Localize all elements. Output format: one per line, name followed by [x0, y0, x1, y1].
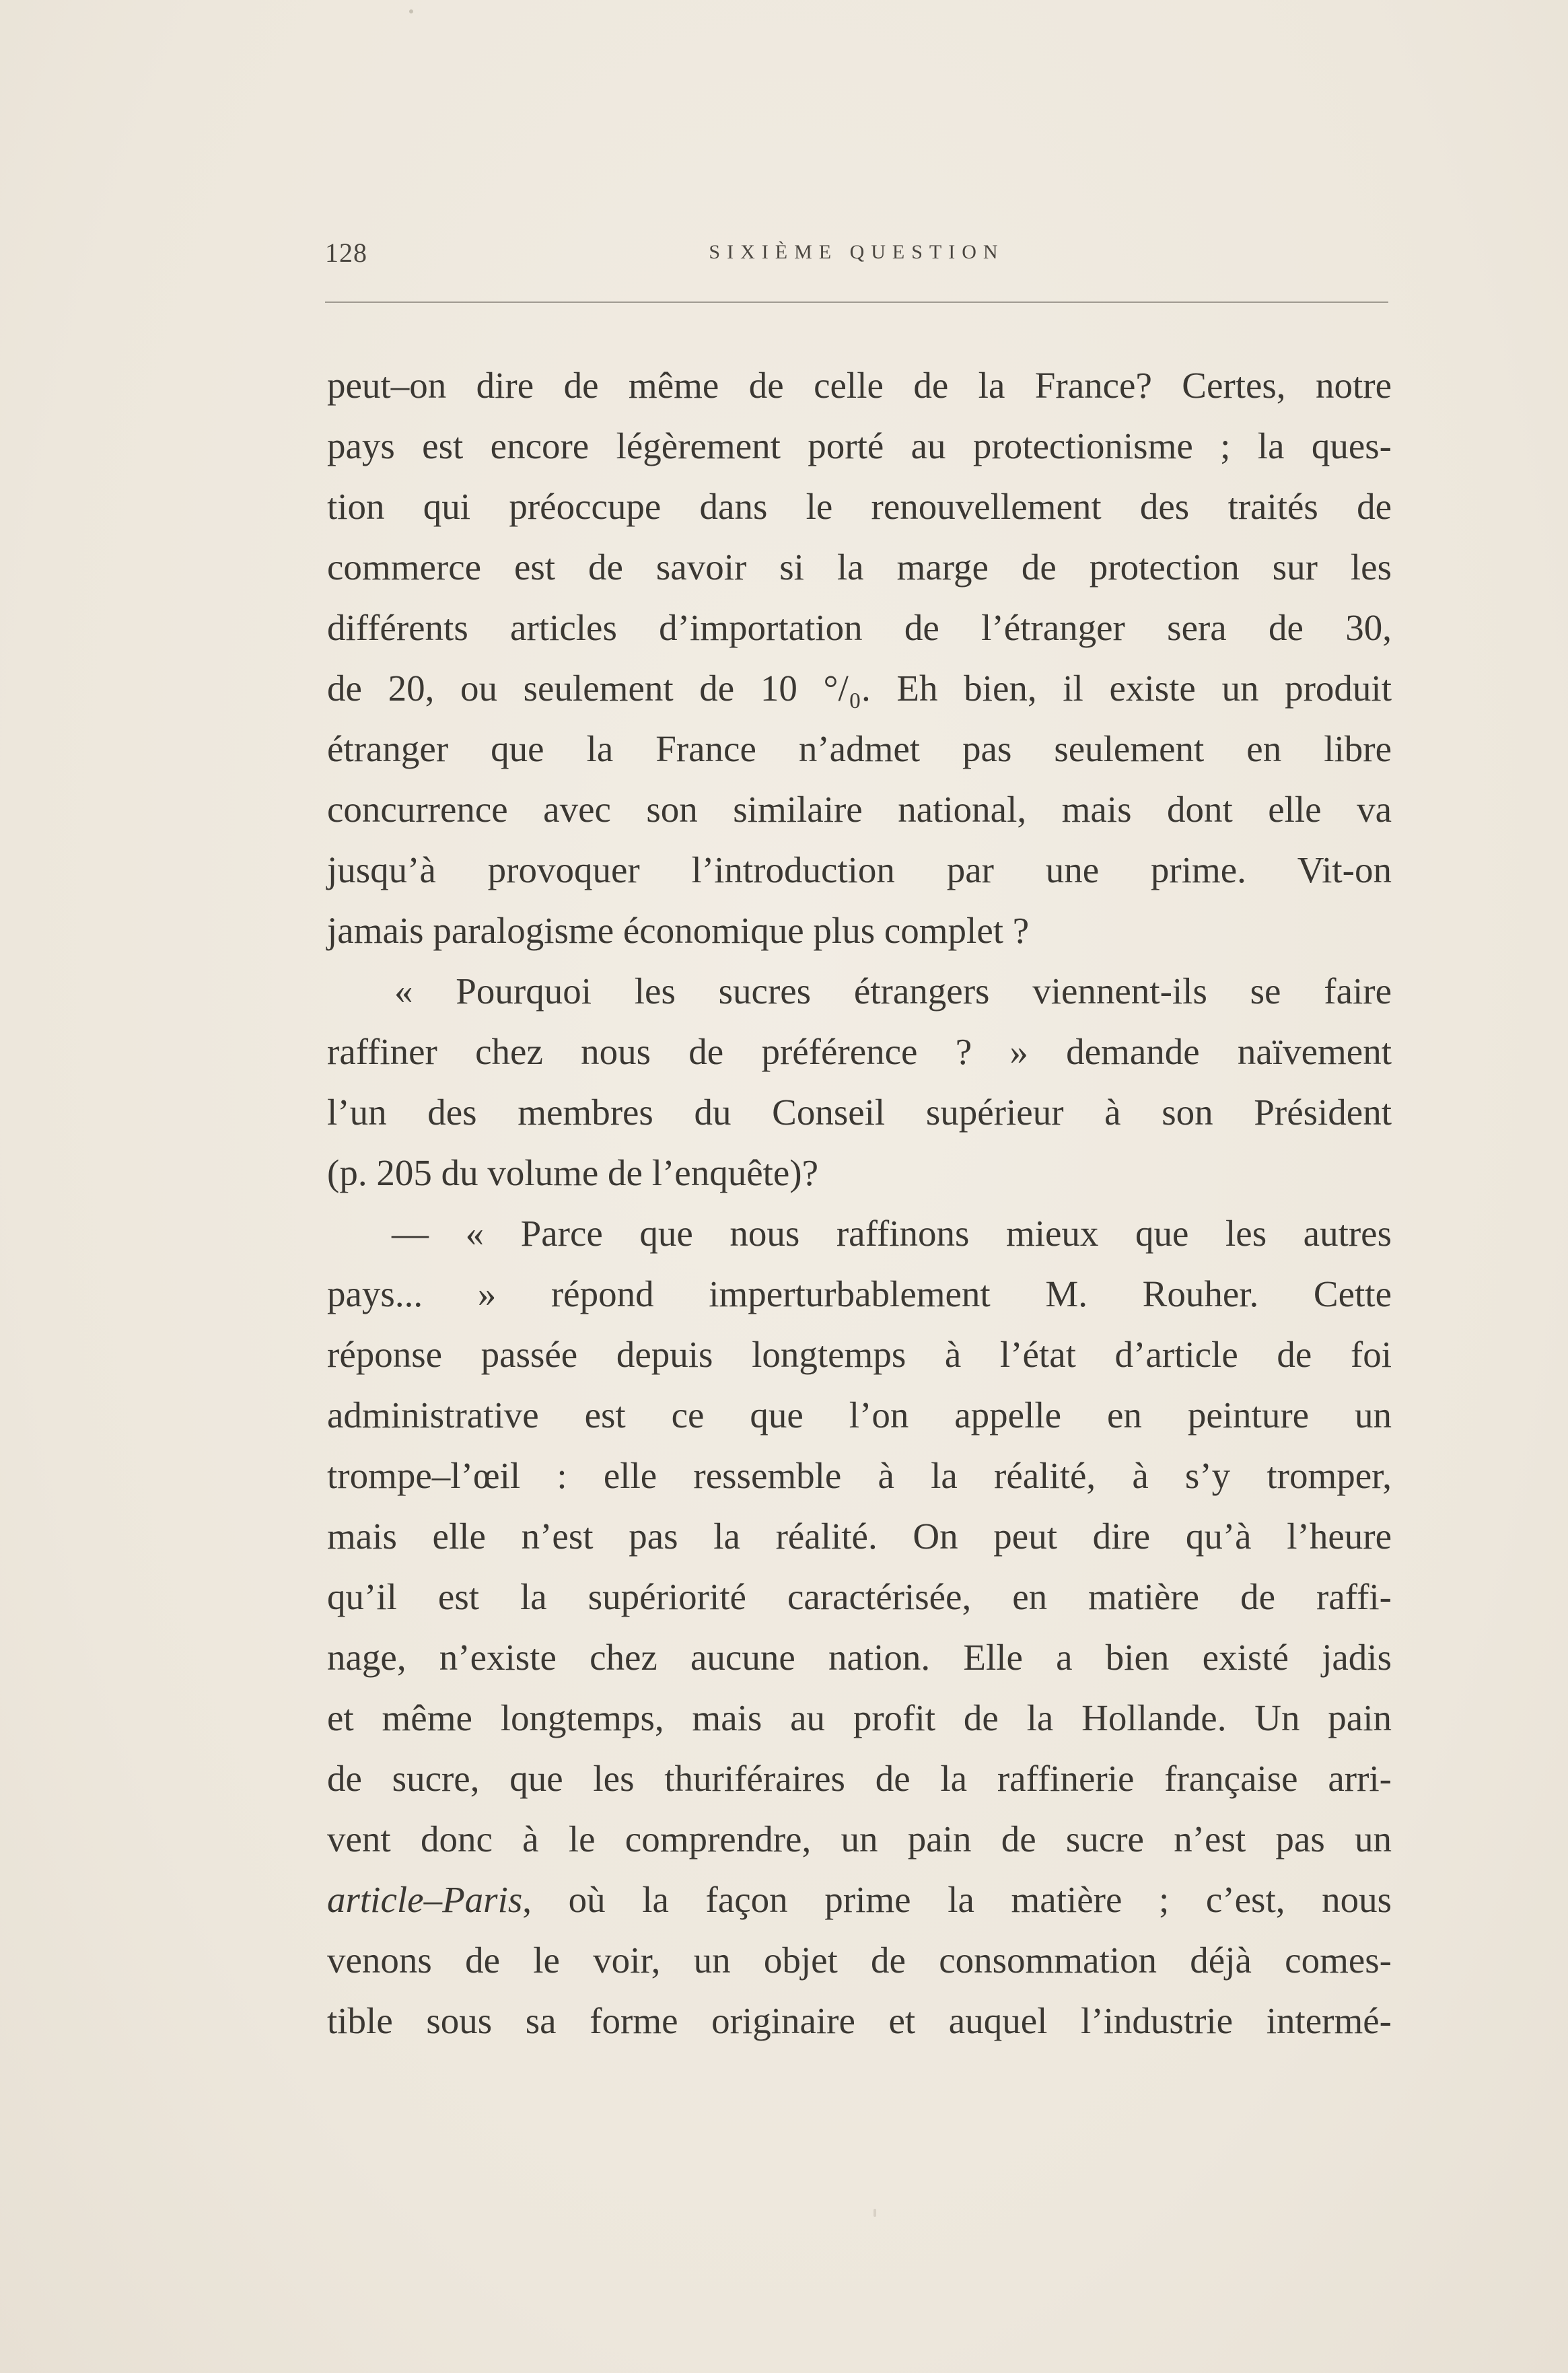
text-line: étranger que la France n’admet pas seulement en libre: [327, 728, 1392, 769]
text-line: tible sous sa forme originaire et auquel l’industrie intermé-: [327, 2000, 1392, 2041]
text-line: venons de le voir, un objet de consommation déjà comes-: [327, 1940, 1392, 1981]
text-line: administrative est ce que l’on appelle en peinture un: [327, 1394, 1392, 1436]
text-line-with-italic: article–Paris, où la façon prime la matière ; c’est, nous: [327, 1879, 1392, 1920]
text-line: qu’il est la supériorité caractérisée, en matière de raffi-: [327, 1576, 1392, 1617]
paper-speck: [874, 2209, 876, 2217]
text-line: (p. 205 du volume de l’enquête)?: [327, 1152, 819, 1193]
text-line: jusqu’à provoquer l’introduction par une prime. Vit-on: [327, 849, 1392, 890]
page-number: 128: [325, 238, 367, 268]
text-line: concurrence avec son similaire national, mais dont elle va: [327, 789, 1392, 830]
text-line: raffiner chez nous de préférence ? » demande naïvement: [327, 1031, 1392, 1072]
body-text: [327, 355, 1392, 2051]
text-line: commerce est de savoir si la marge de protection sur les: [327, 546, 1392, 588]
text-line: de sucre, que les thuriféraires de la raffinerie française arri-: [327, 1758, 1392, 1799]
paper-speck: [409, 9, 413, 13]
text-line: vent donc à le comprendre, un pain de sucre n’est pas un: [327, 1818, 1392, 1860]
text-line: mais elle n’est pas la réalité. On peut dire qu’à l’heure: [327, 1516, 1392, 1557]
text-line: peut–on dire de même de celle de la France? Certes, notre: [327, 365, 1392, 406]
header-rule: [325, 302, 1388, 303]
italic-phrase: article–Paris: [327, 1879, 523, 1920]
text-line: tion qui préoccupe dans le renouvellement des traités de: [327, 486, 1392, 527]
text-line: pays... » répond imperturbablement M. Rouher. Cette: [327, 1273, 1392, 1314]
text-line: de 20, ou seulement de 10 °/₀. Eh bien, il existe un produit: [327, 668, 1392, 709]
text-line: trompe–l’œil : elle ressemble à la réalité, à s’y tromper,: [327, 1455, 1392, 1496]
text-line: différents articles d’importation de l’étranger sera de 30,: [327, 607, 1392, 648]
text-line: et même longtemps, mais au profit de la Hollande. Un pain: [327, 1697, 1392, 1738]
text-line: pays est encore légèrement porté au protectionisme ; la ques-: [327, 425, 1392, 466]
text-line: réponse passée depuis longtemps à l’état d’article de foi: [327, 1334, 1392, 1375]
text-line: l’un des membres du Conseil supérieur à son Président: [327, 1092, 1392, 1133]
running-head: SIXIÈME QUESTION: [709, 241, 1005, 263]
text-line: nage, n’existe chez aucune nation. Elle a bien existé jadis: [327, 1637, 1392, 1678]
text-line: — « Parce que nous raffinons mieux que les autres: [392, 1213, 1392, 1254]
text-line: jamais paralogisme économique plus complet ?: [327, 910, 1030, 951]
page-header: [325, 237, 1388, 277]
text-line: « Pourquoi les sucres étrangers viennent-ils se faire: [394, 970, 1392, 1012]
